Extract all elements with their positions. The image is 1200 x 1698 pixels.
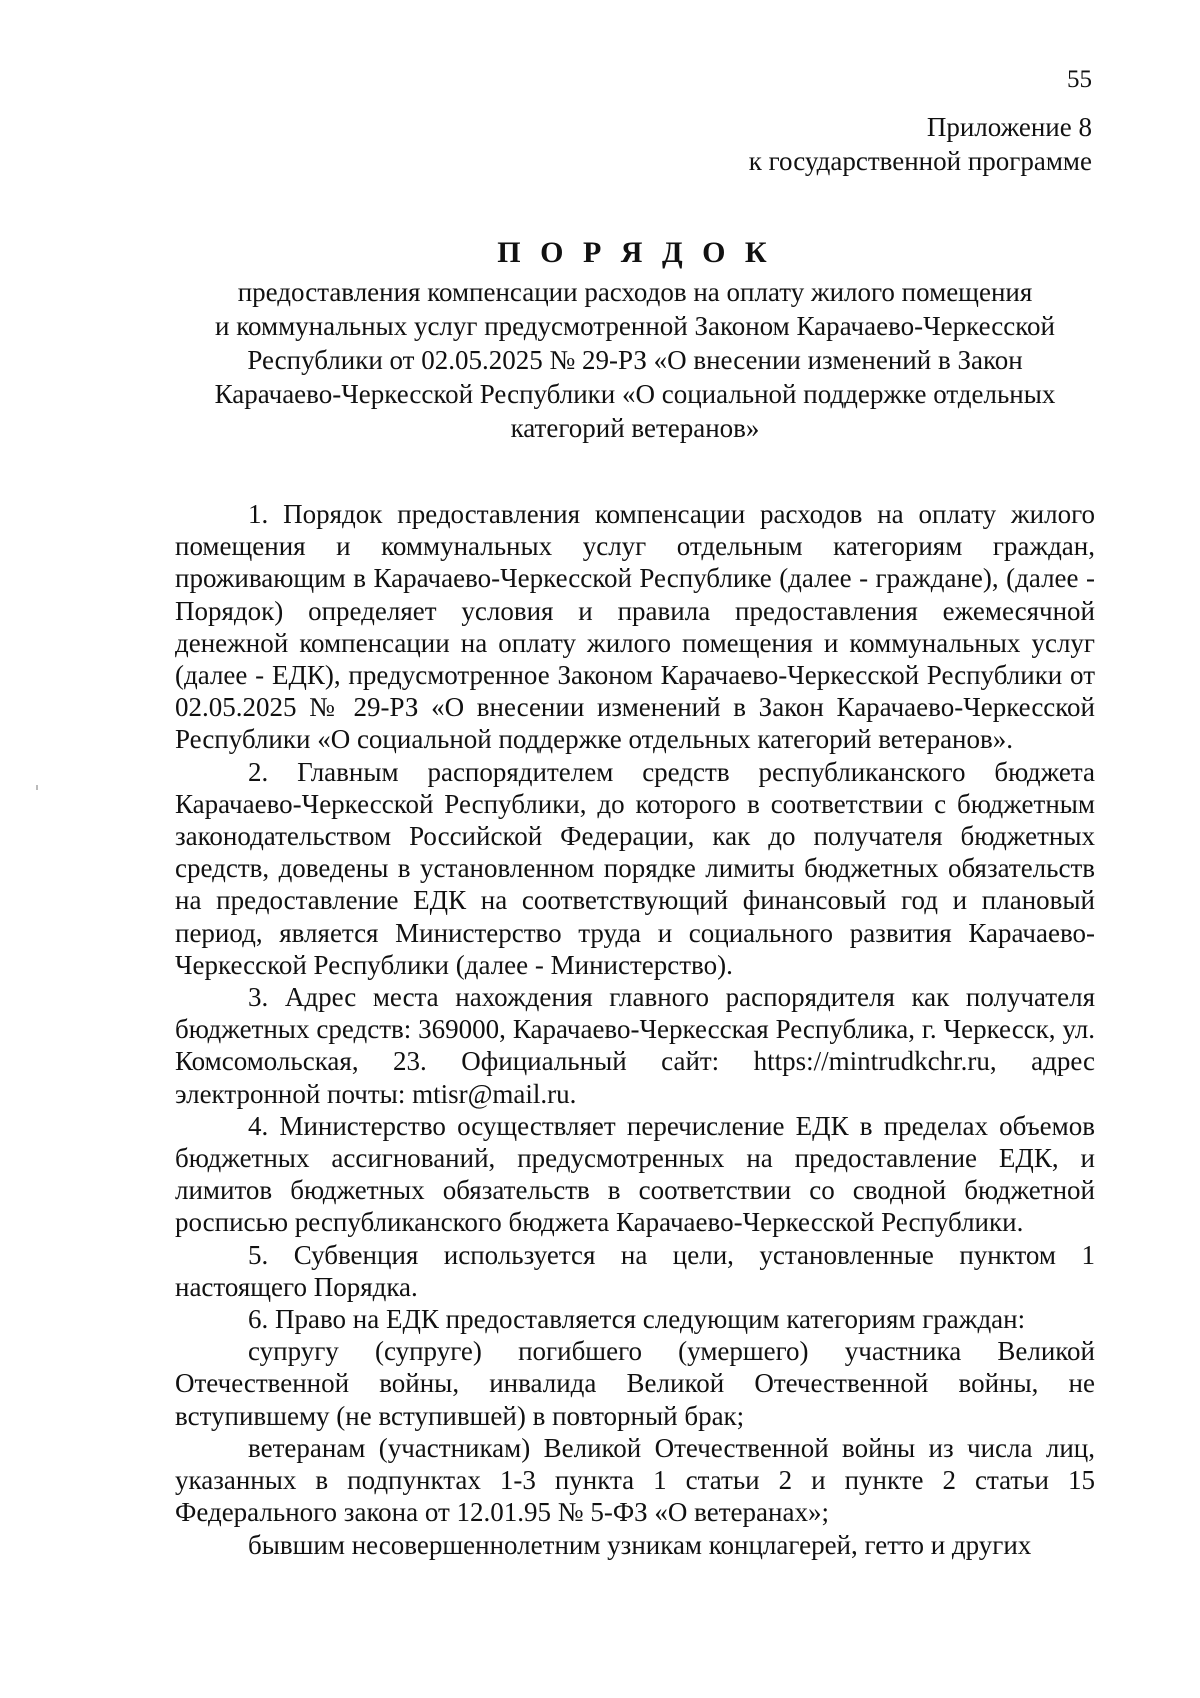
category-item: бывшим несовершеннолетним узникам концлагерей, гетто и других: [248, 1529, 1032, 1560]
category-item: супругу (супруге) погибшего (умершего) участника Великой Отечественной войны, инвалида Великой Отечественной войны, не вступившему (не вступившей) в повторный брак;: [175, 1336, 1095, 1431]
page-number: 55: [1067, 66, 1092, 93]
document-body: [175, 498, 1095, 1561]
category-item: ветеранам (участникам) Великой Отечественной войны из числа лиц, указанных в подпунктах 1-3 пункта 1 статьи 2 и пункте 2 статьи 15 Федерального закона от 12.01.95 № 5-ФЗ «О ветеранах»;: [175, 1432, 1095, 1528]
paragraph-1: 1. Порядок предоставления компенсации расходов на оплату жилого помещения и коммунальных услуг отдельным категориям граждан, проживающим в Карачаево-Черкесской Республике (далее - граждане), (далее - Порядок) определяет условия и правила предоставления ежемесячной денежной компенсации на оплату жилого помещения и коммунальных услуг (далее - ЕДК), предусмотренное Законом Карачаево-Черкесской Республики от 02.05.2025 № 29-РЗ «О внесении изменений в Закон Карачаево-Черкесской Республики «О социальной поддержке отдельных категорий ветеранов».: [175, 499, 1095, 755]
subtitle-line: Республики от 02.05.2025 № 29-РЗ «О внесении изменений в Закон: [247, 345, 1023, 375]
subtitle-line: предоставления компенсации расходов на оплату жилого помещения: [237, 277, 1033, 307]
appendix-line-1: Приложение 8: [926, 112, 1092, 142]
paragraph-2: 2. Главным распорядителем средств республиканского бюджета Карачаево-Черкесской Республики, до которого в соответствии с бюджетным законодательством Российской Федерации, как до получателя бюджетных средств, доведены в установленном порядке лимиты бюджетных обязательств на предоставление ЕДК на соответствующий финансовый год и плановый период, является Министерство труда и социального развития Карачаево-Черкесской Республики (далее - Министерство).: [175, 756, 1095, 980]
appendix-header: [749, 110, 1092, 178]
subtitle-line: и коммунальных услуг предусмотренной Законом Карачаево-Черкесской: [215, 311, 1055, 341]
subtitle-line: Карачаево-Черкесской Республики «О социальной поддержке отдельных: [214, 379, 1056, 409]
paragraph-3: 3. Адрес места нахождения главного распорядителя как получателя бюджетных средств: 369000, Карачаево-Черкесская Республика, г. Черкесск, ул. Комсомольская, 23. Официальный сайт: https://mintrudkchr.ru, адрес электронной почты: mtisr@mail.ru.: [175, 982, 1095, 1109]
paragraph-6: 6. Право на ЕДК предоставляется следующим категориям граждан:: [248, 1304, 1026, 1335]
document-title: П О Р Я Д О К: [497, 236, 773, 269]
scan-edge-mark: [36, 785, 38, 790]
paragraph-4: 4. Министерство осуществляет перечисление ЕДК в пределах объемов бюджетных ассигнований, предусмотренных на предоставление ЕДК, и лимитов бюджетных обязательств в соответствии со сводной бюджетной росписью республиканского бюджета Карачаево-Черкесской Республики.: [175, 1110, 1095, 1238]
paragraph-5: 5. Субвенция используется на цели, установленные пунктом 1 настоящего Порядка.: [175, 1239, 1095, 1302]
appendix-line-2: к государственной программе: [748, 146, 1092, 176]
document-subtitle: [175, 275, 1095, 445]
subtitle-line: категорий ветеранов»: [510, 413, 760, 443]
